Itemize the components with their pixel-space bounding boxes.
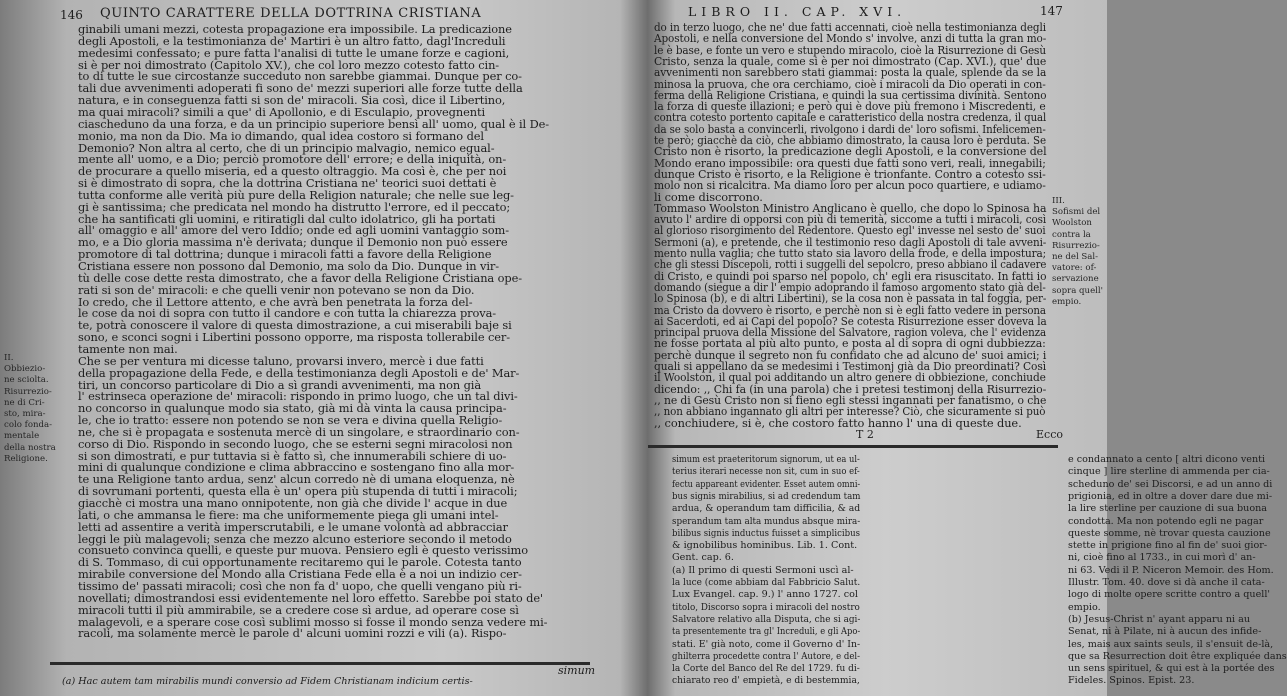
text-line: che ha santificati gli uomini, e ritiratigli dal culto idolatrico, gli ha portati [78,211,496,226]
signature-mark: T 2 [856,428,874,441]
text-line: sperandum tam alta mundus absque mira- [672,515,861,527]
text-line: ferma della Religione Cristiana, e quindi la sua certissima divinità. Sentono [654,87,1047,102]
footnote-rule-left [50,662,590,665]
text-line: domando (siegue a dir l' empio adoprando il famoso argomento stato già del- [654,279,1046,294]
text-line: bus signis mirabilius, si ad credendum tam [672,490,861,502]
page-number-right: 147 [1040,4,1063,18]
text-line: tù delle cose dette resta dimostrato, che a favor della Religione Cristiana ope- [78,270,522,285]
text-line: simum est praeteritorum signorum, ut ea ul- [672,454,860,465]
text-line: miracoli tutti il più ammirabile, se a credere cose sì ardue, ad operare cose sì [78,602,519,617]
right-margin-note: III. Sofismi del Woolston contra la Risurrezio- ne del Sal- vatore: of- servazione sopra quell' empio. [1052,196,1104,307]
text-line: la luce (come abbiam dal Fabbricio Salut. [672,577,861,588]
text-line: degli Apostoli, e la testimonianza de' Martiri è un altro fatto, dagl'Increduli [78,33,506,48]
text-line: di Cristo, e quindi poi sparso nel popolo, ch' egli era risuscitato. In fatti io [654,268,1047,283]
text-line: queste somme, nè trovar questa cauzione [1068,527,1271,539]
text-line: ma quai miracoli? simili a que' di Apollonio, e di Esculapio, provegnenti [78,104,486,119]
text-line: avvenimenti non sarebbero stati giammai: posta la quale, splende da se la [654,65,1047,80]
text-line: mente all' uomo, e a Dio; perciò promotore dell' errore; e della iniquità, on- [78,152,507,167]
text-line: ginabili umani mezzi, cotesta propagazione era impossibile. La predicazione [78,22,512,36]
text-line: titolo, Discorso sopra i miracoli del nostro [672,601,860,613]
left-page [0,0,640,696]
text-line: prigionia, ed in oltre a dover dare due mi- [1068,490,1273,502]
text-line: (a) Il primo di questi Sermoni uscì al- [672,564,854,576]
text-line: molo non si ricalcitra. Ma diamo loro per alcun poco quartiere, e udiamo- [654,178,1046,193]
text-line: condotta. Ma non potendo egli ne pagar [1068,515,1264,527]
text-line: le è base, e fonte un vero e stupendo miracolo, cioè la Risurrezione di Gesù [654,42,1046,57]
text-line: le cose da noi di sopra con tutto il candore e con tutta la chiarezza prova- [78,306,497,321]
right-page [648,0,1287,696]
text-line: tamente non mai. [78,341,178,356]
text-line: e condannato a cento [ altri dicono venti [1068,454,1266,465]
catchword-left: simum [558,664,596,677]
text-line: to di tutte le sue circostanze succeduto non sarebbe giammai. Dunque per co- [78,69,522,84]
text-line: ne fosse portata al più alto punto, e posta al di sopra di ogni dubbiezza: [654,336,1046,351]
text-line: Apostoli, e nella conversione del Mondo s' involve, anzi di tutta la gran mo- [654,31,1047,46]
text-line: di S. Tommaso, di cui opportunamente recitaremo qui le parole. Cotesta tanto [78,555,522,570]
text-line: mo, e a Dio gloria massima n'è derivata; dunque il Demonio non può essere [78,235,508,250]
text-line: la lire sterline per cauzione di sua buona [1068,503,1268,515]
text-line: tissimo de' passati miracoli; così che non fa d' uopo, che quelli vengano più ri- [78,578,522,593]
text-line: ghilterra procedette contra l' Autore, e del- [672,650,861,662]
text-line: Tommaso Woolston Ministro Anglicano è quello, che dopo lo Spinosa ha [654,200,1047,215]
text-line: principal pruova della Missione del Salvatore, ragion voleva, che l' evidenza [654,325,1047,340]
text-line: stette in prigione fino al fin de' suoi gior- [1068,540,1268,552]
text-line: te, potrà conoscere il valore di questa dimostrazione, a cui miserabili baje si [78,318,512,333]
text-line: malagevoli, e a sperare cose così sublimi mosso si fosse il mondo senza vedere mi- [78,614,548,629]
text-line: la forza di queste illazioni; e però qui è dove più fremono i Miscredenti, e [654,99,1046,114]
text-line: al glorioso risorgimento del Redentore. Questo egl' invesse nel sesto de' suoi [654,223,1046,238]
text-line: perchè dunque il segreto non fu confidato che ad alcuno de' suoi amici; i [654,347,1047,362]
text-line: minosa la pruova, che ora cerchiamo, cioè i miracoli da Dio operati in con- [654,76,1046,91]
text-line: medesimi confessato; e pure fatta l'analisi di tutte le umane forze e cagioni, [78,45,510,60]
text-line: dunque Cristo è risorto, e la Religione è trionfante. Contro a cotesto ssi- [654,166,1046,181]
text-line: ciascheduno da una forza, e da un principio superiore bensì all' uomo, qual è il De- [78,116,550,131]
text-line: Fideles. Spinos. Epist. 23. [1068,675,1195,687]
running-head-left: QUINTO CARATTERE DELLA DOTTRINA CRISTIANA [100,6,482,21]
text-line: tiri, un concorso particolare di Dio a sì grandi avvenimenti, ma non già [78,377,482,392]
text-line: monio, ma non da Dio. Ma io dimando, qual idea costoro si formano del [78,128,484,143]
text-line: un sens spirituel, & qui est à la portée des [1068,663,1275,675]
text-line: chiarato reo d' empietà, e di bestemmia, [672,675,860,687]
text-line: si son dimostrati, e pur tuttavia si è fatto sì, che innumerabili schiere di uo- [78,448,507,463]
text-line: gi è santissima; che predicata nel mondo ha distrutto l'errore, ed il peccato; [78,199,511,214]
text-line: (b) Jesus-Christ n' ayant apparu ni au [1068,613,1251,625]
footnote-rule-right [648,445,1058,448]
text-line: lati, o che ammansa le fiere: ma che uniformemente piega gli umani intel- [78,507,499,522]
running-head-right: LIBRO II. CAP. XVI. [688,4,907,19]
text-line: les, mais aux saints seuls, il s'ensuit de-là, [1068,638,1274,650]
text-line: mini di qualunque condizione e clima abbraccino e sostengano fino alla mor- [78,460,515,475]
text-line: natura, e in conseguenza fatti si son de' miracoli. Sia così, dice il Libertino, [78,93,506,108]
text-line: ni 63. Vedi il P. Niceron Memoir. des Hom. [1068,564,1274,576]
text-line: Cristo non è risorto, la predicazione degli Apostoli, e la conversione del [654,144,1047,159]
text-line: rati si son de' miracoli: e che quelli venir non potevano se non da Dio. [78,282,475,297]
text-line: te una Religione tanto ardua, senz' alcun corredo nè di umana eloquenza, nè [78,472,515,487]
left-margin-note: II. Obbiezio- ne sciolta. Risurrezio- ne di Cri- sto, mira- colo fonda- mentale della nostra Religione. [4,353,56,464]
text-line: ,, conchiudere, si è, che costoro fatto hanno l' una di queste due. [654,415,1022,430]
text-line: Che se per ventura mi dicesse taluno, provarsi invero, mercè i due fatti [78,353,484,368]
text-line: sono, e sconci sogni i Libertini possono opporre, ma risposta tollerabile cer- [78,330,510,345]
text-line: bilibus signis inductus fuisset a simplicibus [672,527,861,539]
text-line: de procurare a quello miseria, ed a questo oltraggio. Ma così è, che per noi [78,164,507,179]
text-line: ni, cioè fino al 1733., in cui morì d' an- [1068,552,1256,564]
text-line: Io credo, che il Lettore attento, e che avrà ben penetrata la forza del- [78,294,473,309]
text-line: Illustr. Tom. 40. dove si dà anche il cata- [1068,577,1265,588]
catchword-right: Ecco [1036,428,1063,441]
text-line: Cristo, senza la quale, come si è per noi dimostrato (Cap. XVI.), que' due [654,53,1047,68]
text-line: leggi le più malagevoli; senza che mezzo alcuno esteriore secondo il metodo [78,531,512,546]
text-line: che gli stessi Discepoli, rotti i suggelli del sepolcro, preso abbiano il cadavere [654,257,1047,272]
text-line: da se solo basta a convincerli, rivolgono i dardi de' loro sofismi. Infelicemen- [654,121,1046,136]
text-line: Salvatore relativo alla Disputa, che si agi- [672,613,861,625]
text-line: il Woolston, il qual poi additando un altro genere di obbiezione, conchiude [654,370,1046,385]
text-line: l' estrinseca operazione de' miracoli: rispondo in primo luogo, che un tal divi- [78,389,518,404]
text-line: si è dimostrato di sopra, che la dottrina Cristiana ne' teorici suoi dettati è [78,176,497,191]
text-line: Mondo erano impossibile: ora questi due fatti sono veri, reali, innegabili; [654,155,1046,170]
text-line: terius iterari necesse non sit, cum in suo ef- [672,466,860,478]
text-line: cinque ] lire sterline di ammenda per cia- [1068,466,1270,478]
text-line: & ignobilibus hominibus. Lib. 1. Cont. [672,540,858,552]
text-line: Sermoni (a), e pretende, che il testimonio reso dagli Apostoli di tale avveni- [654,234,1047,249]
text-line: te però; giacchè da ciò, che abbiamo dimostrato, la causa loro è perduta. Se [654,133,1046,147]
text-line: lo Spinosa (b), e di altri Libertini), se la cosa non è passata in tal foggia, per- [654,291,1047,306]
text-line: giacchè ci mostra una mano onnipotente, non già che divide l' acque in due [78,496,508,510]
text-line: scheduno de' sei Discorsi, e ad un anno di [1068,478,1273,490]
text-line: quali si appellano da se medesimi i Testimonj già da Dio preordinati? Così [654,359,1047,373]
text-line: avuto l' ardire di opporsi con più di temerità, siccome a tutti i miracoli, così [654,212,1047,227]
text-line: racoli, ma solamente mercè le parole d' alcuni uomini rozzi e vili (a). Rispo- [78,626,507,641]
text-line: all' omaggio e all' amore del vero Iddio; onde ed agli uomini vantaggio som- [78,223,509,238]
text-line: ma Cristo da dovvero è risorto, e perchè non si è egli fatto vedere in persona [654,302,1046,317]
text-line: ardua, & operandum tam difficilia, & ad [672,503,861,515]
text-line: ta presentemente tra gl' Increduli, e gli Apo- [672,626,861,638]
text-line: empio. [1068,601,1101,613]
footnote-left: (a) Hac autem tam mirabilis mundi conversio ad Fidem Christianam indicium certis- [62,676,473,687]
text-line: le, che io tratto: essere non potendo se non se vera e divina quella Religio- [78,413,503,428]
text-line: corso di Dio. Rispondo in secondo luogo, che se esterni segni miracolosi non [78,436,513,451]
text-line: mento nulla vaglia; che tutto stato sia lavoro della frode, e della impostura; [654,246,1047,260]
text-line: dicendo: ,, Chi fa (in una parola) che i pretesi testimonj della Risurrezio- [654,381,1047,396]
text-line: letti ad assentire a verità imperscrutabili, e le umane volontà ad abbracciar [78,519,508,534]
text-line: Lux Evangel. cap. 9.) l' anno 1727. col [672,589,858,601]
text-line: no concorso in qualunque modo sia stato, già mi dà vinta la causa principa- [78,401,507,416]
text-line: stati. E' già noto, come il Governo d' In- [672,638,861,650]
text-line: ai Sacerdoti, ed ai Capi del popolo? Se cotesta Risurrezione esser doveva la [654,313,1047,328]
text-line: Senat, ni à Pilate, ni à aucun des infide- [1068,626,1262,638]
text-line: tutta conforme alle verità più pure della Religion naturale; che nelle sue leg- [78,187,514,202]
text-line: la Corte del Banco del Re del 1729. fu di- [672,663,860,675]
text-line: li come discorrono. [654,189,763,204]
text-line: que sa Resurrection doit être expliquée dans [1068,650,1287,662]
page-number-left: 146 [60,8,83,22]
text-line: ne, che si è propagata e sostenuta mercè di un singolare, e straordinario con- [78,424,520,439]
text-line: novellati; dimostrandosi essi evidentemente nel loro effetto. Sarebbe poi stato de' [78,590,543,605]
text-line: della propagazione della Fede, e della testimonianza degli Apostoli e de' Mar- [78,365,520,380]
text-line: Cristiana essere non possono dal Demonio, ma solo da Dio. Dunque in vir- [78,259,499,273]
text-line: do in terzo luogo, che ne' due fatti accennati, cioè nella testimonianza degli [654,20,1046,34]
text-line: contra cotesto portento capitale e caratteristico della nostra credenza, il qual [654,110,1047,125]
text-line: fectu appareant evidenter. Esset autem omni- [672,478,861,490]
text-line: ,, non abbiano ingannato gli altri per interesse? Ciò, che sicuramente si può [654,404,1046,419]
text-line: Demonio? Non altra al certo, che di un principio malvagio, nemico egual- [78,140,495,155]
text-line: consueto convinca quelli, e queste pur muova. Pensiero egli è questo verissimo [78,543,528,558]
text-line: logo di molte opere scritte contro a quell' [1068,589,1271,601]
text-line: tali due avvenimenti adoperati fi sono de' mezzi superiori alle forze tutte della [78,81,523,96]
text-line: mirabile conversione del Mondo alla Cristiana Fede ella è a noi un indizio cer- [78,567,522,582]
text-line: ,, ne di Gesù Cristo non si fieno egli stessi ingannati per fanatismo, o che [654,392,1047,407]
text-line: promotore di tal dottrina; dunque i miracoli fatti a favore della Religione [78,247,492,262]
text-line: di sovrumani portenti, questa ella è un' opera più stupenda di tutti i miracoli; [78,484,518,499]
text-line: si è per noi dimostrato (Capitolo XV.), che col loro mezzo cotesto fatto cin- [78,57,500,72]
text-line: Gent. cap. 6. [672,552,734,564]
